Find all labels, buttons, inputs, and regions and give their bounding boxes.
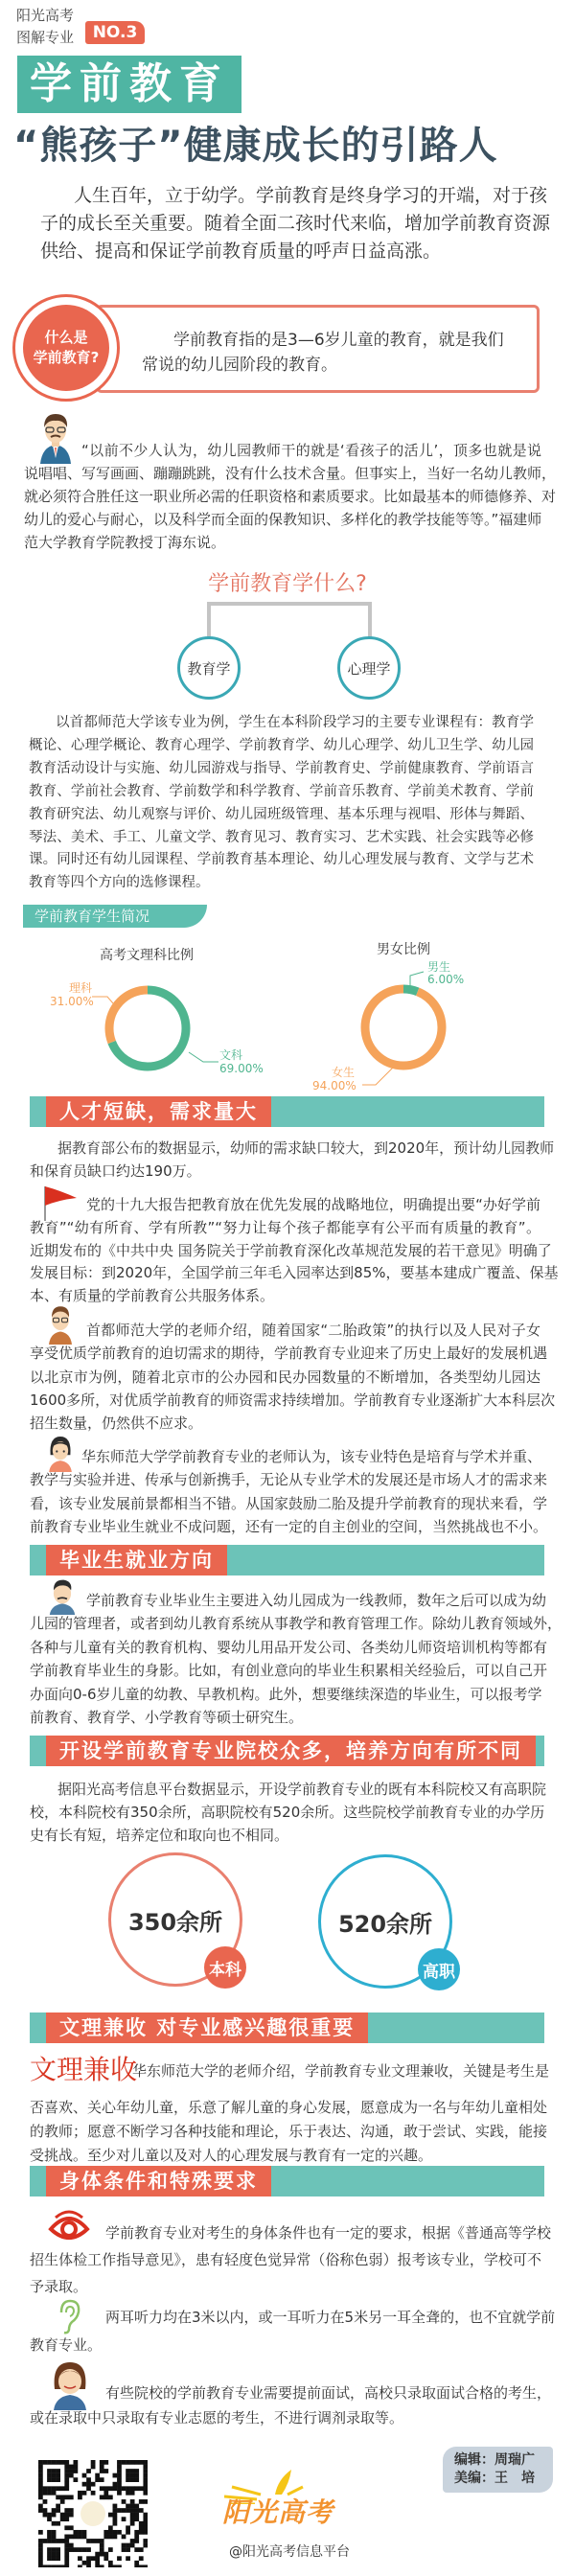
curriculum-bracket [0,594,575,652]
demand-paragraph-4 [30,1445,548,1538]
text-line: 办面向0-6岁儿童的幼教、早教机构。此外，想要继续深造的毕业生，可以报考学 [30,1685,542,1703]
vocational-badge [418,1948,460,1990]
admission-highlight: 文理兼收 [30,2054,138,2085]
definition-text [142,328,504,378]
section-heading: 人才短缺，需求量大 [46,1096,271,1127]
brand-line2: 图解专业 [16,29,75,46]
definition-badge-line2: 学前教育? [33,349,100,366]
text-line: 各种与儿童有关的教育机构、婴幼儿用品开发公司、各类幼儿师资培训机构等都有 [30,1638,548,1656]
undergrad-badge [204,1946,246,1989]
page-subtitle: “熊孩子”健康成长的引路人 [13,124,498,168]
text-line: 党的十九大报告把教育放在优先发展的战略地位，明确提出要“办好学前 [86,1196,540,1213]
text-line: 学前教育毕业生的身影。比如，有创业意向的毕业生积累相关经验后，可以自己开 [30,1662,548,1680]
undergrad-count: 350余所 [127,1908,223,1936]
platform-handle: @阳光高考信息平台 [229,2544,350,2560]
admission-paragraph [30,2096,548,2168]
section-banner-admission [30,2012,544,2043]
demand-paragraph-3 [30,1319,556,1435]
curriculum-paragraph [29,712,534,895]
interview-paragraph [30,2380,552,2430]
section-heading: 身体条件和特殊要求 [46,2166,271,2196]
demand-paragraph-1 [30,1137,555,1183]
node-label: 教育学 [187,659,231,678]
text-line: 有些院校的学前教育专业需要提前面试，高校只录取面试合格的考生， [105,2384,552,2402]
text-line: 两耳听力均在3米以内，或一耳听力在5米另一耳全聋的，也不宜就学前 [105,2309,556,2326]
value-arts: 69.00% [219,1062,264,1075]
text-line: 本、有质量的学前教育公共服务体系。 [30,1287,275,1305]
text-line: 看，该专业发展前景都相当不错。从国家鼓励二胎及提升学前教育的现状来看，学 [30,1494,548,1512]
text-line: 幼儿的爱心与耐心，以及科学而全面的保教知识、多样化的教学技能等等。”福建师 [24,511,542,528]
curriculum-question: 学前教育学什么? [208,572,367,596]
text-line: 概论、心理学概论、教育心理学、学前教育学、幼儿心理学、幼儿卫生学、幼儿园 [29,737,534,753]
text-line: 教育研究法、幼儿观察与评价、幼儿园班级管理、基本乐理与视唱、形体与舞蹈、 [29,806,534,822]
chart-title-gender: 男女比例 [377,942,430,957]
text-line: 予录取。 [30,2278,88,2295]
text-line: 学前教育指的是3—6岁儿童的教育，就是我们 [173,331,504,350]
text-line: 招生数量，仍然供不应求。 [30,1414,203,1433]
node-pedagogy [177,636,241,700]
admission-first-line: 华东师范大学的老师介绍，学前教育专业文理兼收，关键是考生是 [132,2062,550,2080]
text-line: 教育”“幼有所育、学有所教”“努力让每个孩子都能享有公平而有质量的教育”。 [30,1218,540,1236]
text-line: 据教育部公布的数据显示，幼师的需求缺口较大，到2020年，预计幼儿园教师 [58,1139,555,1157]
demand-paragraph-2 [30,1194,559,1308]
brand-logo: 阳光高考 [222,2496,334,2528]
text-line: 琴法、美术、手工、儿童文学、教育见习、教育实习、艺术实践、社会实践等必修 [29,829,534,845]
label-female: 女生 [332,1066,356,1079]
text-line: 就必须符合胜任这一职业所必需的任职资格和素质要求。比如最基本的师德修养、对 [24,488,557,505]
text-line: “以前不少人认为，幼儿园教师干的就是‘看孩子的活儿’，顶多也就是说 [81,442,541,459]
text-line: 教育活动设计与实施、幼儿园游戏与指导、学前教育史、学前健康教育、学前语言 [29,760,534,776]
profile-tag: 学前教育学生简况 [23,905,207,928]
designer-credit: 美编：王 培 [454,2471,535,2486]
vocational-label: 高职 [423,1962,455,1982]
section-banner-physical [30,2166,544,2196]
issue-badge: NO.3 [85,21,145,44]
editor-credit: 编辑：周瑞广 [454,2452,535,2468]
leader-line [189,1052,218,1062]
text-line: 说唱唱、写写画画、蹦蹦跳跳，没有什么技术含量。但事实上，当好一名幼儿教师， [24,465,557,482]
vision-paragraph [30,2220,552,2300]
text-line: 否喜欢、关心年幼儿童，乐意了解儿童的身心发展，愿意成为一名与年幼儿童相处 [30,2099,548,2116]
text-line: 课。同时还有幼儿园课程、学前教育基本理论、幼儿心理发展与教育、文学与艺术 [29,852,534,868]
schools-paragraph [30,1778,547,1847]
qr-code-icon[interactable] [38,2460,148,2567]
text-line: 学前教育专业对考生的身体条件也有一定的要求，根据《普通高等学校 [105,2224,552,2242]
text-line: 前教育专业毕业生就业不成问题，还有一定的自主创业的空间，当然挑战也不小。 [30,1517,548,1535]
text-line: 范大学教育学院教授丁海东说。 [24,534,226,551]
intro-paragraph [40,182,551,265]
value-female: 94.00% [312,1079,356,1092]
text-line: 招生体检工作指导意见》，患有轻度色觉异常（俗称色弱）报考该专业，学校可不 [30,2251,541,2268]
text-line: 首都师范大学的老师介绍，随着国家“二胎政策”的执行以及人民对子女 [86,1322,540,1339]
text-line: 的教师；愿意不断学习各种技能和理论，乐于表达、沟通，敢于尝试、实践，能接 [30,2123,548,2140]
section-banner-career [30,1545,544,1576]
label-arts: 文科 [219,1048,243,1062]
vocational-count: 520余所 [337,1910,433,1938]
text-line: 供给、提高和保证学前教育质量的呼声日益高涨。 [40,241,442,262]
text-line: 人生百年，立于幼学。学前教育是终身学习的开端，对于孩 [74,185,548,206]
text-line: 校，本科院校有350余所，高职院校有520余所。这些院校学前教育专业的办学历 [30,1804,545,1821]
text-line: 教学与实验并进、传承与创新携手，无论从专业学术的发展还是市场人才的需求来 [30,1471,548,1489]
text-line: 子的成长至关重要。随着全面二孩时代来临，增加学前教育资源 [40,213,551,234]
text-line: 常说的幼儿园阶段的教育。 [142,356,337,375]
text-line: 或在录取中只录取有专业志愿的考生，不进行调剂录取等。 [30,2409,404,2426]
text-line: 学前教育专业毕业生主要进入幼儿园成为一线教师，数年之后可以成为幼 [86,1592,547,1609]
text-line: 前教育、教育学、小学教育等硕士研究生。 [30,1709,304,1727]
text-line: 教育等四个方向的选修课程。 [29,875,210,891]
value-science: 31.00% [50,995,94,1008]
credits-box [443,2447,553,2493]
chart-title-subjects: 高考文理科比例 [100,948,194,963]
text-line: 发展目标：到2020年，全国学前三年毛入园率达到85%，要基本建成广覆盖、保基 [30,1264,559,1282]
page-title: 学前教育 [17,56,242,113]
text-line: 近期发布的《中共中央 国务院关于学前教育深化改革规范发展的若干意见》明确了 [30,1241,552,1259]
undergrad-label: 本科 [209,1960,242,1980]
text-line: 以首都师范大学该专业为例，学生在本科阶段学习的主要专业课程有：教育学 [56,715,534,730]
text-line: 儿园的管理者，或者到幼儿教育系统从事教学和教育管理工作。除幼儿教育领域外， [30,1615,563,1633]
node-psychology [337,636,401,700]
text-line: 以北京市为例，随着北京市的公办园和民办园数量的不断增加，各类型幼儿园达 [30,1368,540,1386]
section-banner-demand [30,1096,544,1127]
label-male: 男生 [427,960,451,974]
text-line: 教育、学前社会教育、学前数学和科学教育、学前音乐教育、学前美术教育、学前 [29,783,534,799]
text-line: 1600多所，对优质学前教育的师资需求持续增加。学前教育专业逐渐扩大本科层次 [30,1391,556,1409]
text-line: 史有长有短，培养定位和取向也不相同。 [30,1827,289,1844]
definition-badge [23,305,109,391]
text-line: 受挑战。至少对儿童以及对人的心理发展与教育有一定的兴趣。 [30,2147,433,2164]
donut-slice-女生 [365,989,442,1066]
leader-line [92,997,113,1003]
quote-paragraph [24,439,557,554]
leader-line [362,1068,393,1085]
text-line: 享受优质学前教育的迫切需求的期待，学前教育专业迎来了历史上最好的发展机遇 [30,1345,548,1363]
value-male: 6.00% [427,973,465,986]
section-banner-schools [30,1736,544,1766]
section-heading: 开设学前教育专业院校众多，培养方向有所不同 [46,1736,536,1766]
definition-badge-line1: 什么是 [44,329,88,346]
text-line: 和保育员缺口约达190万。 [30,1162,201,1180]
donut-charts [0,958,575,1097]
section-heading: 文理兼收 对专业感兴趣很重要 [46,2012,368,2043]
text-line: 华东师范大学学前教育专业的老师认为，该专业特色是培育与学术并重、 [81,1448,542,1465]
text-line: 教育专业。 [30,2336,103,2354]
text-line: 据阳光高考信息平台数据显示，开设学前教育专业的既有本科院校又有高职院 [58,1781,547,1798]
hearing-paragraph [30,2304,556,2359]
section-heading: 毕业生就业方向 [46,1545,227,1576]
label-science: 理科 [69,981,93,995]
career-paragraph [30,1589,563,1729]
brand-line1: 阳光高考 [16,7,75,24]
node-label: 心理学 [347,659,391,678]
